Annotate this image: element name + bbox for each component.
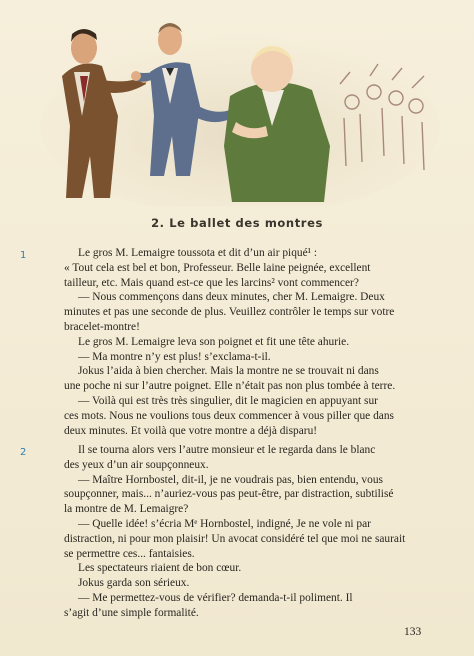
page-number: 133 <box>404 626 422 638</box>
text-line: Jokus garda son sérieux. <box>78 577 190 590</box>
text-line: — Quelle idée! s’écria Mᵉ Hornbostel, indigné, Je ne vole ni par <box>78 517 371 530</box>
text-line: des yeux d’un air soupçonneux. <box>64 458 209 471</box>
text-line: minutes et pas une seconde de plus. Veuillez contrôler le temps sur votre <box>64 306 395 319</box>
illustration-three-men <box>40 6 440 206</box>
text-line: Le gros M. Lemaigre leva son poignet et fit une tête ahurie. <box>78 335 350 348</box>
text-line: deux minutes. Et voilà que votre montre a déjà disparu! <box>64 424 318 437</box>
text-line: ces mots. Nous ne voulions tous deux commencer à vous piller que dans <box>64 409 394 422</box>
text-line: bracelet-montre! <box>64 320 140 333</box>
text-line: Le gros M. Lemaigre toussota et dit d’un air piqué¹ : <box>78 247 318 259</box>
text-line: — Maître Hornbostel, dit-il, je ne voudrais pas, bien entendu, vous <box>78 473 383 486</box>
text-line: — Nous commençons dans deux minutes, cher M. Lemaigre. Deux <box>78 291 385 304</box>
text-line: la montre de M. Lemaigre? <box>64 503 189 516</box>
text-line: Jokus l’aida à bien chercher. Mais la montre ne se trouvait ni dans <box>78 365 379 378</box>
section-1-text <box>64 246 420 438</box>
text-line: une poche ni sur l’autre poignet. Elle n’était pas non plus tombée à terre. <box>64 380 396 393</box>
text-line: distraction, ni pour mon plaisir! Un avocat considéré tel que moi ne saurait <box>64 532 406 545</box>
chapter-heading: 2. Le ballet des montres <box>151 216 323 230</box>
section-2-text <box>64 443 420 621</box>
text-line: — Me permettez-vous de vérifier? demanda-t-il poliment. Il <box>78 591 353 604</box>
text-line: — Voilà qui est très très singulier, dit le magicien en appuyant sur <box>78 394 378 407</box>
paragraph-marker: 1 <box>20 250 27 261</box>
text-line: Les spectateurs riaient de bon cœur. <box>78 562 242 575</box>
text-line: — Ma montre n’y est plus! s’exclama-t-il. <box>78 350 271 363</box>
text-line: « Tout cela est bel et bon, Professeur. Belle laine peignée, excellent <box>64 261 371 274</box>
text-line: s’agit d’une simple formalité. <box>64 606 199 619</box>
text-line: se permettre ces... fantaisies. <box>64 547 195 560</box>
paragraph-marker: 2 <box>20 447 27 458</box>
text-line: soupçonner, mais... n’auriez-vous pas peut-être, par distraction, subtilisé <box>64 488 394 501</box>
text-line: Il se tourna alors vers l’autre monsieur et le regarda dans le blanc <box>78 444 376 456</box>
text-line: tailleur, etc. Mais quand est-ce que les larcins² vont commencer? <box>64 276 359 289</box>
